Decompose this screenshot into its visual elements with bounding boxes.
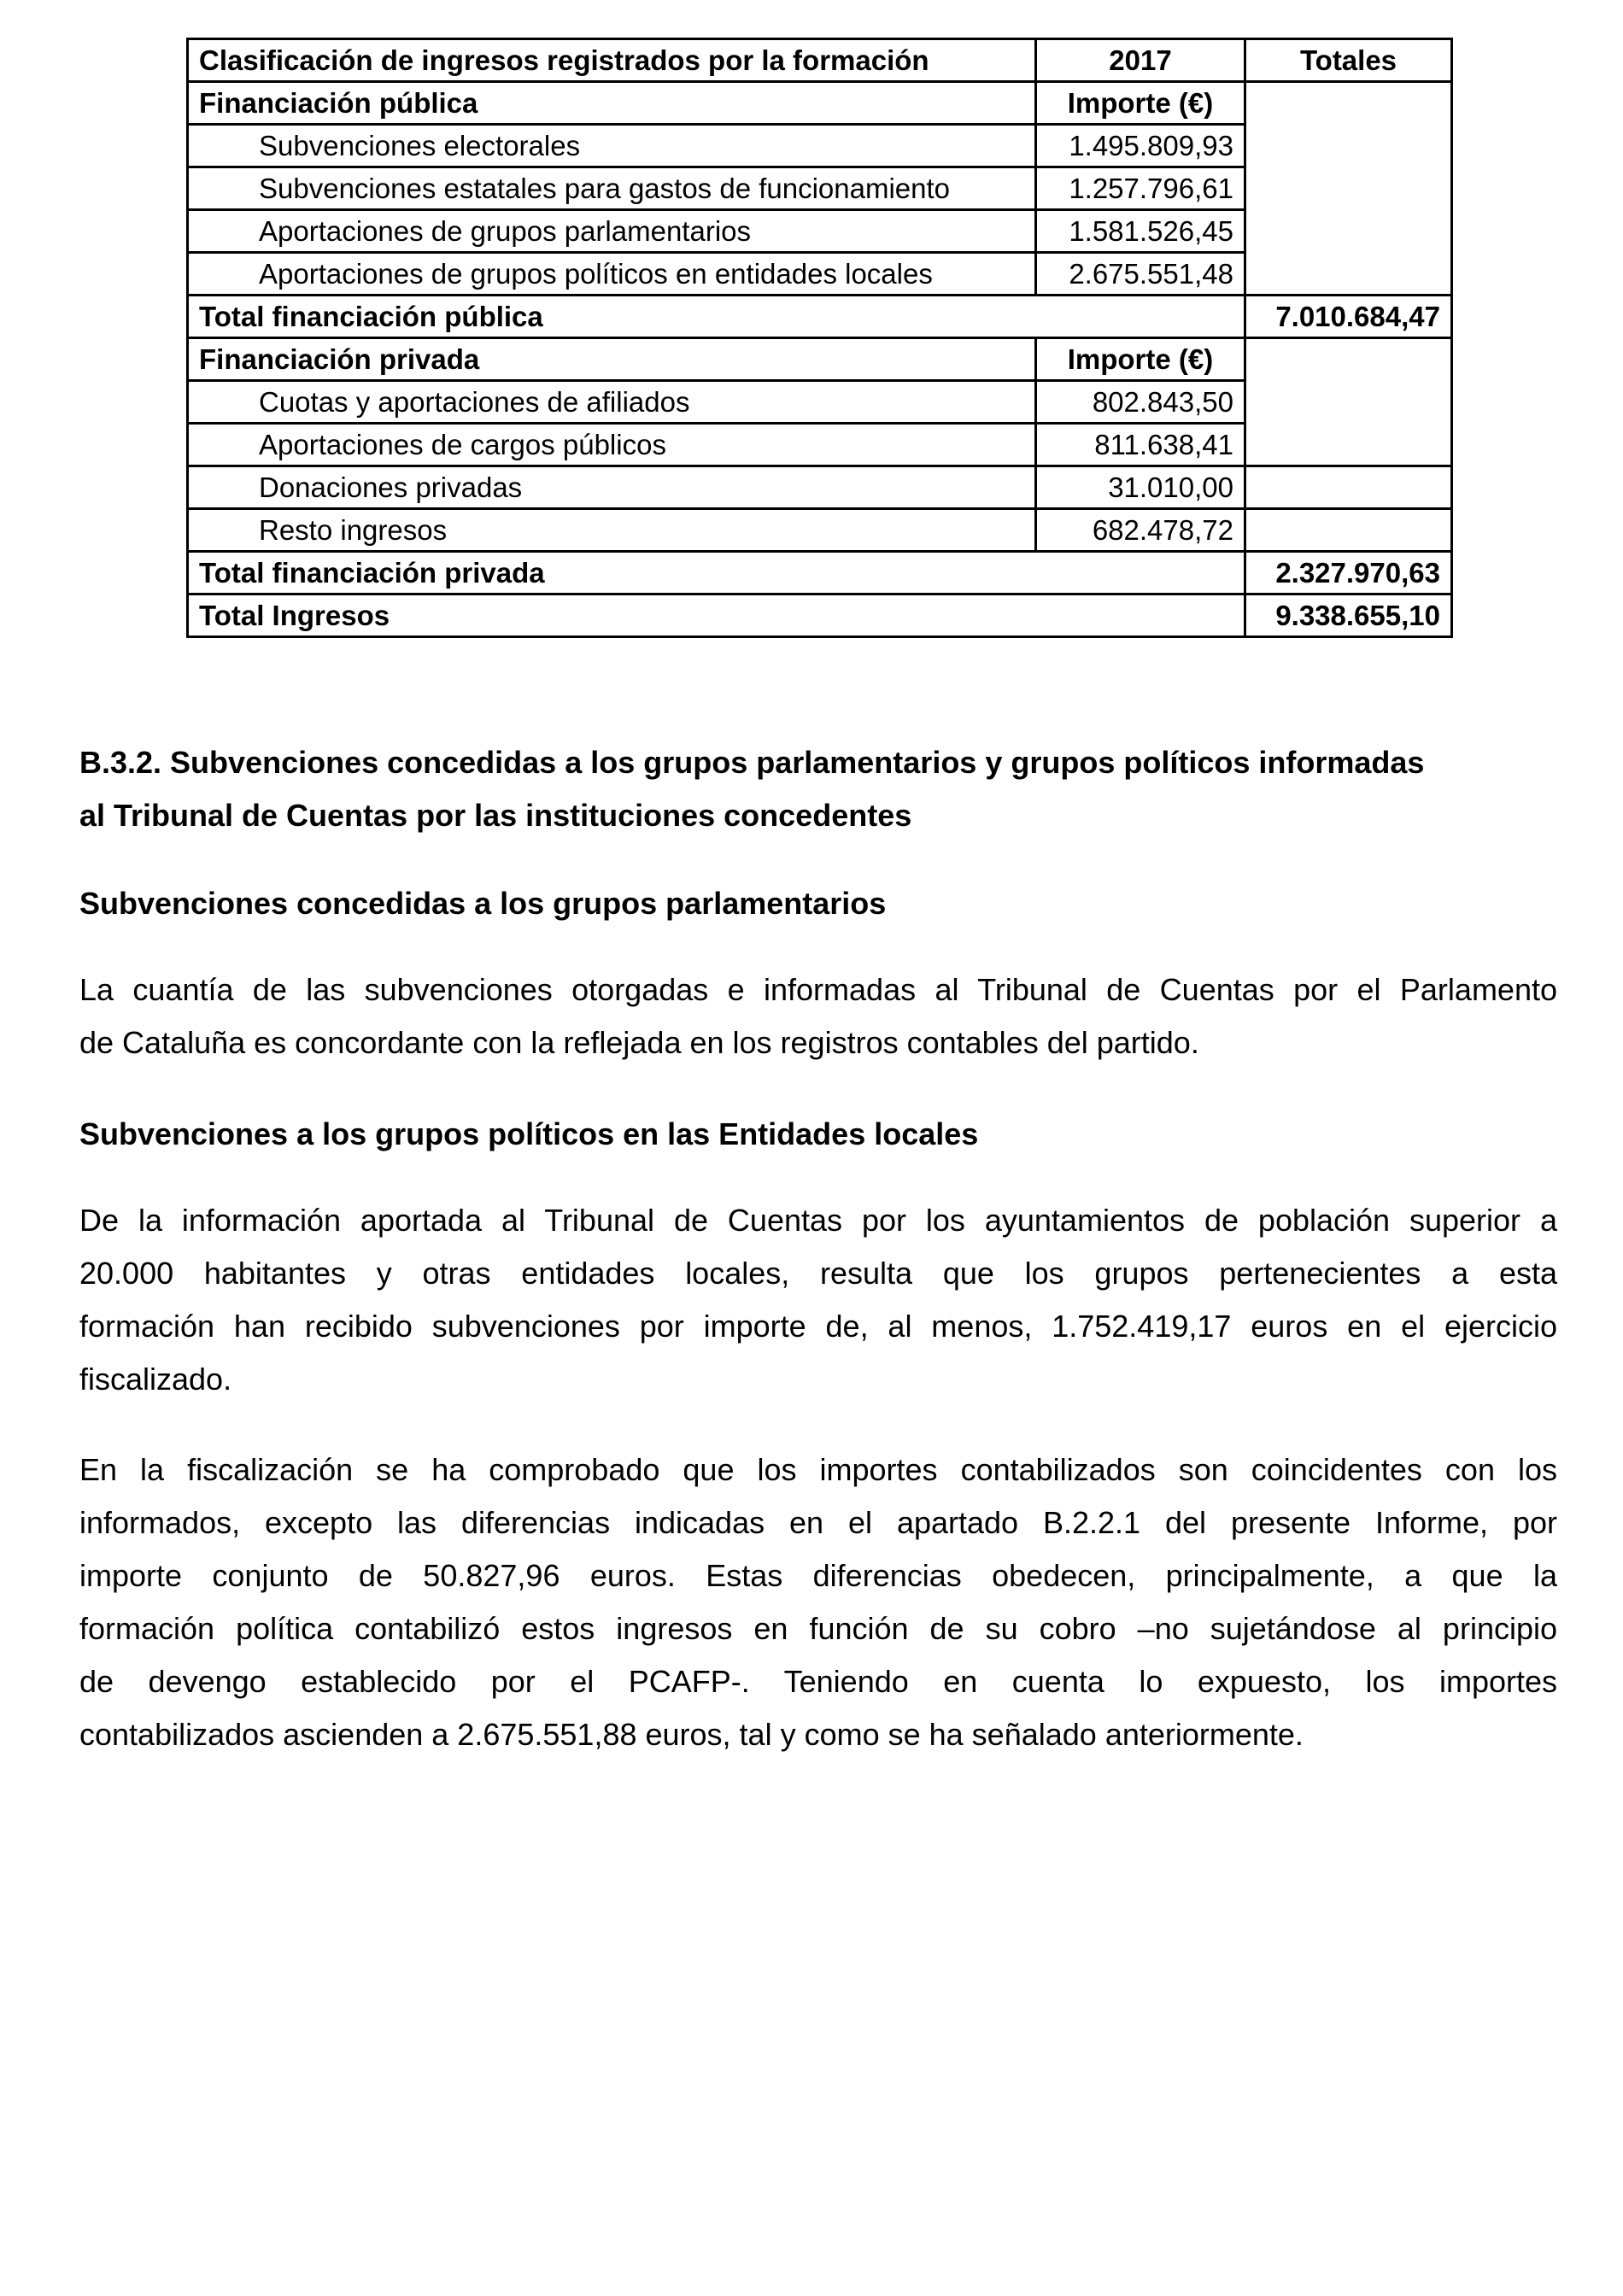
table-row (188, 509, 1452, 552)
row-amount: 31.010,00 (1036, 466, 1245, 509)
paragraph-line: contabilizados ascienden a 2.675.551,88 euros, tal y como se ha señalado anteriormente. (79, 1717, 1304, 1752)
private-blank-totals-cell (1245, 338, 1452, 466)
paragraph-local-entities-1 (79, 1194, 1557, 1406)
row-label: Resto ingresos (188, 509, 1036, 552)
blank-totals-cell (1245, 509, 1452, 552)
grand-total-label: Total Ingresos (188, 594, 1245, 637)
public-amount-header: Importe (€) (1036, 82, 1245, 125)
income-classification-table (186, 38, 1453, 638)
public-total-value: 7.010.684,47 (1245, 296, 1452, 338)
private-amount-header: Importe (€) (1036, 338, 1245, 381)
public-section-title: Financiación pública (188, 82, 1036, 125)
row-label: Aportaciones de grupos políticos en entidades locales (188, 253, 1036, 296)
private-total-label: Total financiación privada (188, 552, 1245, 594)
section-heading-line: al Tribunal de Cuentas por las instituciones concedentes (79, 798, 912, 833)
private-section-row (188, 338, 1452, 381)
section-heading-line: B.3.2. Subvenciones concedidas a los grupos parlamentarios y grupos políticos informadas (79, 745, 1425, 780)
paragraph-line: formación han recibido subvenciones por importe de, al menos, 1.752.419,17 euros en el ejercicio (79, 1309, 1557, 1344)
private-total-row (188, 552, 1452, 594)
public-total-row (188, 296, 1452, 338)
public-total-label: Total financiación pública (188, 296, 1245, 338)
private-total-value: 2.327.970,63 (1245, 552, 1452, 594)
section-heading (79, 736, 1557, 842)
table-header-row (188, 39, 1452, 82)
public-section-row (188, 82, 1452, 125)
paragraph-line: 20.000 habitantes y otras entidades locales, resulta que los grupos pertenecientes a esta (79, 1256, 1557, 1291)
paragraph-line: importe conjunto de 50.827,96 euros. Estas diferencias obedecen, principalmente, a que la (79, 1558, 1557, 1593)
public-blank-totals-cell (1245, 82, 1452, 296)
paragraph-line: de Cataluña es concordante con la reflejada en los registros contables del partido. (79, 1025, 1199, 1060)
grand-total-value: 9.338.655,10 (1245, 594, 1452, 637)
row-label: Donaciones privadas (188, 466, 1036, 509)
paragraph-line: de devengo establecido por el PCAFP-. Teniendo en cuenta lo expuesto, los importes (79, 1664, 1557, 1699)
header-year: 2017 (1036, 39, 1245, 82)
paragraph-line: informados, excepto las diferencias indicadas en el apartado B.2.2.1 del presente Informe, por (79, 1505, 1557, 1540)
grand-total-row (188, 594, 1452, 637)
row-amount: 802.843,50 (1036, 381, 1245, 424)
table-row (188, 466, 1452, 509)
row-amount: 2.675.551,48 (1036, 253, 1245, 296)
row-label: Subvenciones estatales para gastos de funcionamiento (188, 167, 1036, 210)
row-label: Subvenciones electorales (188, 125, 1036, 167)
row-amount: 811.638,41 (1036, 424, 1245, 466)
paragraph-line: En la fiscalización se ha comprobado que los importes contabilizados son coincidentes con los (79, 1452, 1557, 1487)
blank-totals-cell (1245, 466, 1452, 509)
row-label: Cuotas y aportaciones de afiliados (188, 381, 1036, 424)
paragraph-line: De la información aportada al Tribunal de Cuentas por los ayuntamientos de población superior a (79, 1203, 1557, 1238)
paragraph-local-entities-2 (79, 1444, 1557, 1761)
paragraph-parliamentary-groups (79, 964, 1557, 1069)
row-amount: 1.495.809,93 (1036, 125, 1245, 167)
paragraph-line: fiscalizado. (79, 1362, 232, 1397)
row-label: Aportaciones de grupos parlamentarios (188, 210, 1036, 253)
private-section-title: Financiación privada (188, 338, 1036, 381)
subheading-local-entities: Subvenciones a los grupos políticos en las Entidades locales (79, 1116, 979, 1151)
paragraph-line: La cuantía de las subvenciones otorgadas e informadas al Tribunal de Cuentas por el Parlamento (79, 972, 1557, 1007)
header-classification: Clasificación de ingresos registrados por la formación (188, 39, 1036, 82)
row-amount: 1.581.526,45 (1036, 210, 1245, 253)
header-totals: Totales (1245, 39, 1452, 82)
paragraph-line: formación política contabilizó estos ingresos en función de su cobro –no sujetándose al principio (79, 1611, 1557, 1646)
row-amount: 1.257.796,61 (1036, 167, 1245, 210)
row-label: Aportaciones de cargos públicos (188, 424, 1036, 466)
subheading-parliamentary-groups: Subvenciones concedidas a los grupos parlamentarios (79, 886, 887, 921)
row-amount: 682.478,72 (1036, 509, 1245, 552)
